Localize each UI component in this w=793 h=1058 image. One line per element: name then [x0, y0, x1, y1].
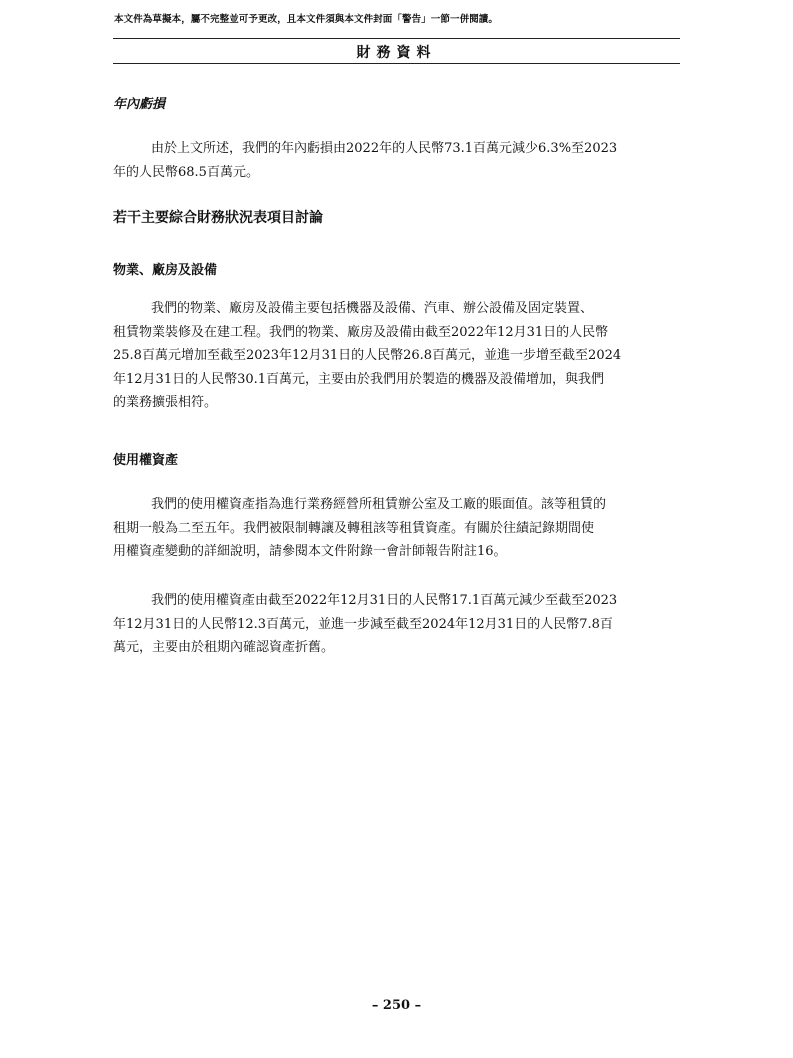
paragraph-line: 25.8百萬元增加至截至2023年12月31日的人民幣26.8百萬元，並進一步增至截至2024 [113, 348, 622, 363]
ppe-paragraph [113, 297, 680, 415]
paragraph-line: 用權資產變動的詳細說明，請參閱本文件附錄一會計師報告附註16。 [113, 544, 507, 559]
header-bottom-rule [113, 63, 680, 64]
paragraph-line: 年12月31日的人民幣30.1百萬元，主要由於我們用於製造的機器及設備增加，與我們 [113, 371, 605, 387]
paragraph-line: 年12月31日的人民幣12.3百萬元，並進一步減至截至2024年12月31日的人民幣7.8百 [113, 616, 613, 632]
paragraph-line: 的業務擴張相符。 [113, 395, 218, 410]
ppe-heading: 物業、廠房及設備 [113, 263, 218, 278]
draft-disclaimer: 本文件為草擬本，屬不完整並可予更改，且本文件須與本文件封面「警告」一節一併閱讀。 [114, 14, 499, 25]
paragraph-line: 我們的使用權資產指為進行業務經營所租賃辦公室及工廠的賬面值。該等租賃的 [151, 497, 607, 512]
net-loss-paragraph [113, 137, 680, 184]
rou-paragraph-2 [113, 589, 680, 660]
paragraph-line: 萬元，主要由於租期內確認資產折舊。 [113, 640, 335, 655]
paragraph-line: 年的人民幣68.5百萬元。 [113, 164, 259, 180]
page-number: – 250 – [371, 998, 422, 1013]
header-top-rule [113, 38, 680, 39]
paragraph-line: 我們的物業、廠房及設備主要包括機器及設備、汽車、辦公設備及固定裝置、 [151, 301, 594, 316]
discussion-heading: 若干主要綜合財務狀況表項目討論 [113, 210, 323, 226]
rou-paragraph-1 [113, 493, 680, 564]
paragraph-line: 我們的使用權資產由截至2022年12月31日的人民幣17.1百萬元減少至截至2023 [151, 593, 618, 608]
rou-heading: 使用權資產 [113, 453, 179, 468]
section-title: 財務資料 [356, 45, 437, 61]
paragraph-line: 由於上文所述，我們的年內虧損由2022年的人民幣73.1百萬元減少6.3%至2023 [151, 141, 618, 156]
paragraph-line: 租期一般為二至五年。我們被限制轉讓及轉租該等租賃資產。有關於往績記錄期間使 [113, 520, 595, 536]
net-loss-heading: 年內虧損 [113, 97, 166, 112]
paragraph-line: 租賃物業裝修及在建工程。我們的物業、廠房及設備由截至2022年12月31日的人民幣 [113, 324, 609, 340]
